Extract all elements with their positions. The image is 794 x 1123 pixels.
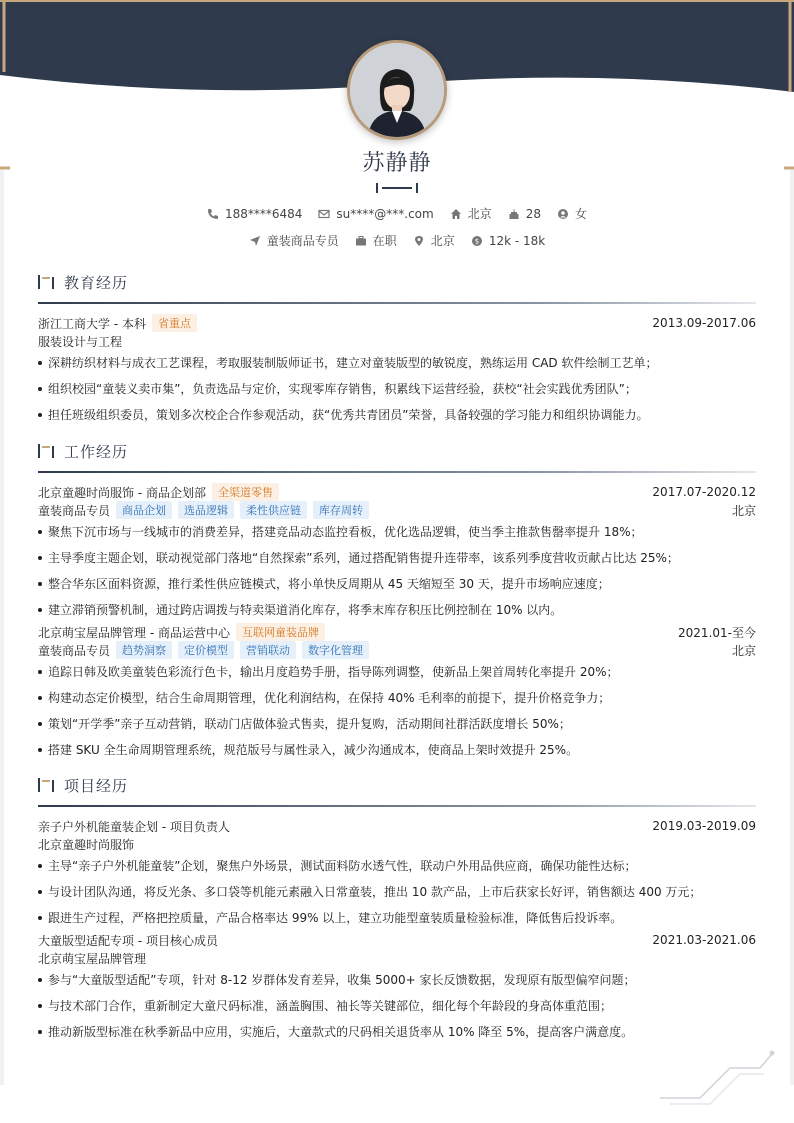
skill-tag: 柔性供应链 [240,501,307,519]
email-text: su****@***.com [336,206,434,221]
age-text: 28 [525,206,542,221]
projects-heading [38,773,756,797]
salary-text: 12k - 18k [488,233,546,248]
education-entry-header [38,314,756,332]
major-text: 服装设计与工程 [38,334,123,349]
project-entry-header [38,817,756,835]
skill-tag: 数字化管理 [302,641,369,659]
work-section [38,439,756,763]
location-pin-icon [413,235,425,247]
project-date: 2019.03-2019.09 [652,819,756,833]
list-item: 构建动态定价模型，结合生命周期管理，优化利润结构，在保持 40% 毛利率的前提下，提升价格竞争力； [38,685,756,711]
list-item: 与技术部门合作，重新制定大童尺码标准，涵盖胸围、袖长等关键部位，细化每个年龄段的身高体重范围； [38,993,756,1019]
home-icon [450,208,462,220]
job-entry-header [38,623,756,641]
send-icon [249,235,261,247]
phone-info [207,207,302,221]
company-badge: 互联网童装品牌 [236,623,325,641]
project-date: 2021.03-2021.06 [652,933,756,947]
project-org [38,835,756,853]
corner-line-ornament [660,1048,780,1108]
work-heading [38,439,756,463]
project-name: 亲子户外机能童装企划 - 项目负责人 [38,819,230,834]
skill-tag: 库存周转 [313,501,369,519]
school-name: 浙江工商大学 - 本科 [38,316,146,331]
education-heading [38,270,756,294]
job-bullets [38,659,756,763]
list-item: 主导季度主题企划，联动视觉部门落地“自然探索”系列，通过搭配销售提升连带率，该系列季度营收贡献占比达 25%； [38,545,756,571]
job-bullets [38,519,756,623]
list-item: 参与“大童版型适配”专项，针对 8-12 岁群体发育差异，收集 5000+ 家长反馈数据，发现原有版型偏窄问题； [38,967,756,993]
education-title: 教育经历 [64,273,129,292]
briefcase-icon [355,235,367,247]
list-item: 与设计团队沟通，将反光条、多口袋等机能元素融入日常童装，推出 10 款产品，上市后获家长好评，销售额达 400 万元； [38,879,756,905]
section-mark-icon [38,275,56,289]
cake-icon [508,208,520,220]
list-item: 跟进生产过程，严格把控质量，产品合格率达 99% 以上，建立功能型童装质量检验标准，降低售后投诉率。 [38,905,756,931]
svg-text:$: $ [474,237,480,245]
job-date: 2021.01-至今 [678,625,756,640]
job-title-text: 童装商品专员 [266,234,339,248]
phone-icon [207,208,219,220]
job-entry-header [38,483,756,501]
age-info [508,207,541,221]
list-item: 主导“亲子户外机能童装”企划，聚焦户外场景，测试面料防水透气性，联动户外用品供应商，确保功能性达标； [38,853,756,879]
section-mark-icon [38,778,56,792]
name-divider-ornament [376,183,418,193]
school-badge: 省重点 [152,314,197,332]
list-item: 搭建 SKU 全生命周期管理系统，规范版号与属性录入，减少沟通成本，使商品上架时效提升 25%。 [38,737,756,763]
job-role-row [38,641,756,659]
target-city-info [413,232,455,249]
project-org-text: 北京童趣时尚服饰 [38,837,135,852]
project-entry-header [38,931,756,949]
gender-info [557,205,587,222]
job-intent-row [0,232,794,249]
job-date: 2017.07-2020.12 [652,485,756,499]
money-icon [471,235,483,247]
job-role: 童装商品专员 [38,643,111,658]
phone-text: 188****6484 [224,206,303,221]
education-date: 2013.09-2017.06 [652,316,756,330]
list-item: 推动新版型标准在秋季新品中应用，实施后，大童款式的尺码相关退货率从 10% 降至 5%，提高客户满意度。 [38,1019,756,1045]
right-border [790,170,794,1085]
skill-tag: 选品逻辑 [178,501,234,519]
section-mark-icon [38,444,56,458]
target-city-text: 北京 [430,234,455,248]
project-bullets [38,853,756,931]
avatar [347,40,447,140]
work-title: 工作经历 [64,442,129,461]
gender-text: 女 [575,207,588,221]
job-role-row [38,501,756,519]
list-item: 聚焦下沉市场与一线城市的消费差异，搭建竞品动态监控看板，优化选品逻辑，使当季主推款售罄率提升 18%； [38,519,756,545]
job-role: 童装商品专员 [38,503,111,518]
status-info [355,232,397,249]
projects-title: 项目经历 [64,776,129,795]
project-org [38,949,756,967]
list-item: 建立滞销预警机制，通过跨店调拨与特卖渠道消化库存，将季末库存积压比例控制在 10% 以内。 [38,597,756,623]
list-item: 追踪日韩及欧美童装色彩流行色卡，输出月度趋势手册，指导陈列调整，使新品上架首周转化率提升 20%； [38,659,756,685]
project-org-text: 北京萌宝屋品牌管理 [38,951,147,966]
company-badge: 全渠道零售 [212,483,279,501]
company-name: 北京童趣时尚服饰 - 商品企划部 [38,485,206,500]
city-info [450,205,492,222]
email-info [318,207,433,221]
projects-section [38,773,756,1045]
list-item: 深耕纺织材料与成衣工艺课程，考取服装制版师证书，建立对童装版型的敏锐度，熟练运用 CAD 软件绘制工艺单； [38,350,756,376]
job-location: 北京 [731,503,756,518]
left-border [0,170,4,1085]
skill-tag: 定价模型 [178,641,234,659]
company-name: 北京萌宝屋品牌管理 - 商品运营中心 [38,625,230,640]
education-section [38,270,756,428]
skill-tag: 营销联动 [240,641,296,659]
job-location: 北京 [731,643,756,658]
avatar-photo [350,43,444,137]
project-bullets [38,967,756,1045]
skill-tag: 商品企划 [116,501,172,519]
candidate-name: 苏静静 [362,151,432,176]
list-item: 策划“开学季”亲子互动营销，联动门店做体验式售卖，提升复购，活动期间社群活跃度增长 50%； [38,711,756,737]
skill-tag: 趋势洞察 [116,641,172,659]
user-icon [557,208,569,220]
salary-info [471,234,545,248]
project-name: 大童版型适配专项 - 项目核心成员 [38,933,218,948]
status-text: 在职 [372,234,397,248]
list-item: 整合华东区面料资源，推行柔性供应链模式，将小单快反周期从 45 天缩短至 30 天，提升市场响应速度； [38,571,756,597]
mail-icon [318,208,330,220]
list-item: 担任班级组织委员，策划多次校企合作参观活动，获“优秀共青团员”荣誉，具备较强的学习能力和组织协调能力。 [38,402,756,428]
city-text: 北京 [467,207,492,221]
contact-info-row [0,205,794,222]
major [38,332,756,350]
education-bullets [38,350,756,428]
list-item: 组织校园“童装义卖市集”，负责选品与定价，实现零库存销售，积累线下运营经验，获校“社会实践优秀团队”； [38,376,756,402]
job-title-info [249,232,339,249]
